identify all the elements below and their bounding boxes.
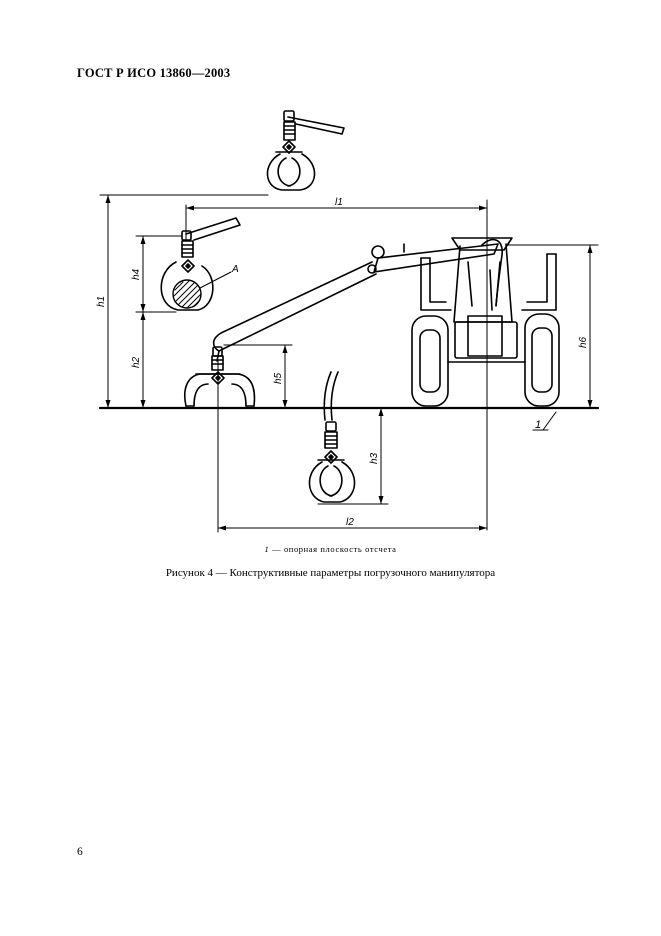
legend-text: опорная плоскость отсчета (283, 544, 397, 554)
label-h4: h4 (131, 268, 142, 280)
legend-separator: — (272, 544, 282, 554)
label-h3: h3 (369, 452, 380, 464)
label-h1: h1 (96, 295, 107, 307)
dimension-l2 (218, 360, 487, 532)
label-ref-1: 1 (535, 419, 542, 431)
grapple-top (267, 111, 344, 190)
dimension-h6 (508, 245, 598, 408)
grapple-below-ground (309, 372, 354, 502)
label-h6: h6 (578, 336, 589, 348)
legend-number: 1 (264, 544, 270, 554)
label-h2: h2 (131, 356, 142, 368)
dimension-l1 (186, 200, 487, 530)
label-h5: h5 (273, 372, 284, 384)
label-l1: l1 (335, 197, 343, 208)
figure-caption: Рисунок 4 — Конструктивные параметры погрузочного манипулятора (165, 567, 496, 579)
page-number: 6 (77, 846, 83, 858)
label-l2: l2 (346, 517, 354, 528)
figure-legend (0, 544, 661, 554)
label-A: A (232, 264, 239, 275)
grapple-ground (185, 347, 255, 406)
grapple-with-log (161, 218, 240, 310)
page-header: ГОСТ Р ИСО 13860—2003 (77, 66, 231, 80)
